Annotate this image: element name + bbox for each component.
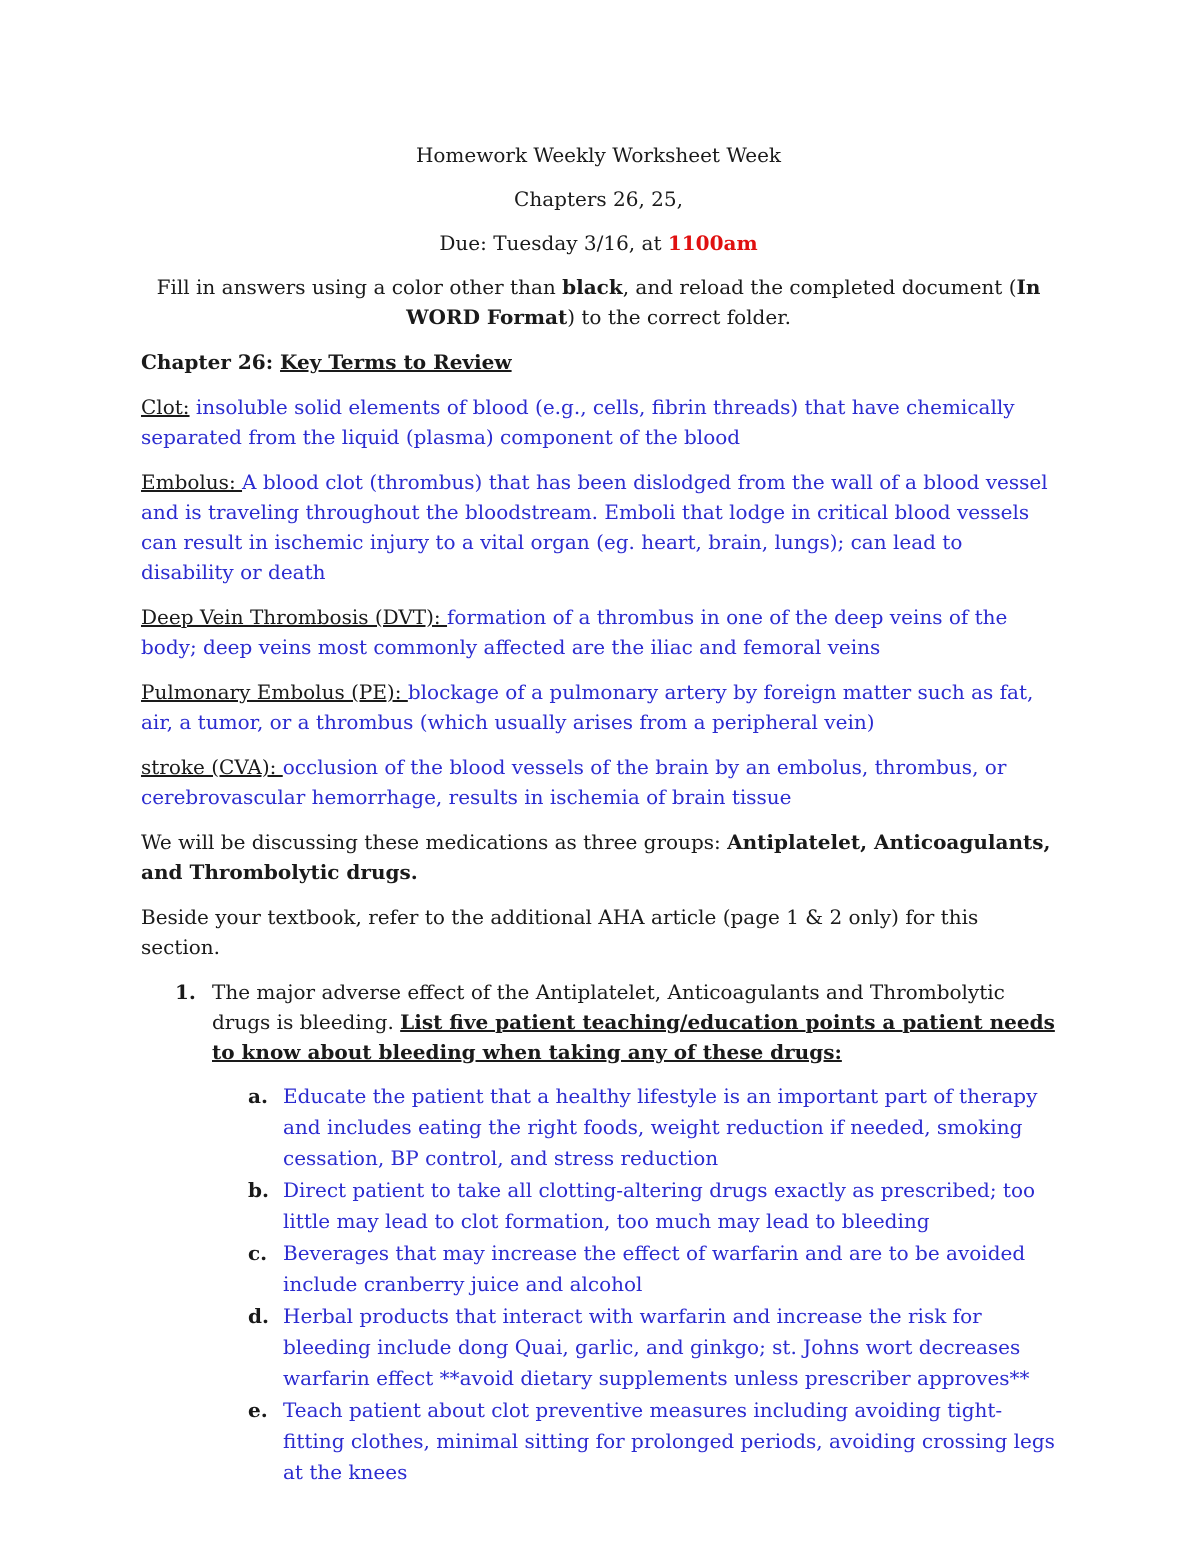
drug-groups xyxy=(141,827,1056,887)
reference-note: Beside your textbook, refer to the additional AHA article (page 1 & 2 only) for this section. xyxy=(141,905,979,959)
term-entry xyxy=(141,467,1056,587)
instructions xyxy=(141,272,1056,332)
answer-item xyxy=(212,1395,1056,1488)
term-label: Pulmonary Embolus (PE): xyxy=(141,680,408,704)
answer-text: Educate the patient that a healthy lifestyle is an important part of therapy and includes eating the right foods, weight reduction if needed, smoking cessation, BP control, and stress reduction xyxy=(283,1084,1038,1170)
answer-text: Teach patient about clot preventive measures including avoiding tight-fitting clothes, minimal sitting for prolonged periods, avoiding crossing legs at the knees xyxy=(283,1398,1055,1484)
instructions-part-3: ) to the correct folder. xyxy=(567,305,791,329)
answer-text: Beverages that may increase the effect of warfarin and are to be avoided include cranberry juice and alcohol xyxy=(283,1241,1026,1296)
term-entry xyxy=(141,392,1056,452)
answer-letter: a. xyxy=(248,1084,268,1108)
drug-groups-intro: We will be discussing these medications as three groups: xyxy=(141,830,728,854)
term-label: Deep Vein Thrombosis (DVT): xyxy=(141,605,448,629)
answer-item xyxy=(212,1081,1056,1174)
document-body xyxy=(141,140,1056,1498)
question-text: The major adverse effect of the Antiplatelet, Anticoagulants and Thrombolytic drugs is bleeding. xyxy=(212,980,1005,1034)
chapters-line: Chapters 26, 25, xyxy=(514,187,683,211)
due-line xyxy=(141,228,1056,258)
answer-text: Herbal products that interact with warfarin and increase the risk for bleeding include dong Quai, garlic, and ginkgo; st. Johns wort decreases warfarin effect **avoid dietary supplements unless prescriber approves** xyxy=(283,1304,1030,1390)
due-time: 1100am xyxy=(667,231,758,255)
term-entry xyxy=(141,677,1056,737)
answer-letter: c. xyxy=(248,1241,268,1265)
question-prompt: List five patient teaching/education points a patient needs to know about bleeding when taking any of these drugs: xyxy=(212,1010,1055,1064)
term-definition: A blood clot (thrombus) that has been dislodged from the wall of a blood vessel and is traveling throughout the bloodstream. Emboli that lodge in critical blood vessels can result in ischemic injury to a vital organ (eg. heart, brain, lungs); can lead to disability or death xyxy=(141,470,1048,584)
term-definition: insoluble solid elements of blood (e.g., cells, fibrin threads) that have chemically separated from the liquid (plasma) component of the blood xyxy=(141,395,1015,449)
instructions-bold-black: black xyxy=(562,275,623,299)
term-entry xyxy=(141,602,1056,662)
answer-list xyxy=(212,1081,1056,1488)
question-list xyxy=(141,977,1056,1488)
answer-text: Direct patient to take all clotting-altering drugs exactly as prescribed; too little may lead to clot formation, too much may lead to bleeding xyxy=(283,1178,1036,1233)
answer-item xyxy=(212,1301,1056,1394)
answer-letter: e. xyxy=(248,1398,268,1422)
chapter-heading-title: Key Terms to Review xyxy=(280,350,512,374)
answer-item xyxy=(212,1175,1056,1237)
term-label: stroke (CVA): xyxy=(141,755,283,779)
term-label: Embolus: xyxy=(141,470,243,494)
due-label: Due: Tuesday 3/16, at xyxy=(439,231,668,255)
instructions-bold-format: In WORD Format xyxy=(406,275,1041,329)
chapter-label: Chapter 26: xyxy=(141,350,281,374)
question-1 xyxy=(141,977,1056,1488)
term-definition: occlusion of the blood vessels of the brain by an embolus, thrombus, or cerebrovascular hemorrhage, results in ischemia of brain tissue xyxy=(141,755,1007,809)
answer-letter: b. xyxy=(248,1178,269,1202)
worksheet-title: Homework Weekly Worksheet Week xyxy=(415,143,782,167)
question-number: 1. xyxy=(175,980,196,1004)
term-definition: blockage of a pulmonary artery by foreign matter such as fat, air, a tumor, or a thrombus (which usually arises from a peripheral vein) xyxy=(141,680,1034,734)
chapter-heading xyxy=(141,347,1056,377)
term-definition: formation of a thrombus in one of the deep veins of the body; deep veins most commonly affected are the iliac and femoral veins xyxy=(141,605,1008,659)
instructions-part-1: Fill in answers using a color other than xyxy=(156,275,563,299)
answer-item xyxy=(212,1238,1056,1300)
term-entry xyxy=(141,752,1056,812)
drug-groups-names: Antiplatelet, Anticoagulants, and Thrombolytic drugs. xyxy=(141,830,1051,884)
term-label: Clot: xyxy=(141,395,190,419)
answer-letter: d. xyxy=(248,1304,269,1328)
instructions-part-2: , and reload the completed document ( xyxy=(622,275,1017,299)
